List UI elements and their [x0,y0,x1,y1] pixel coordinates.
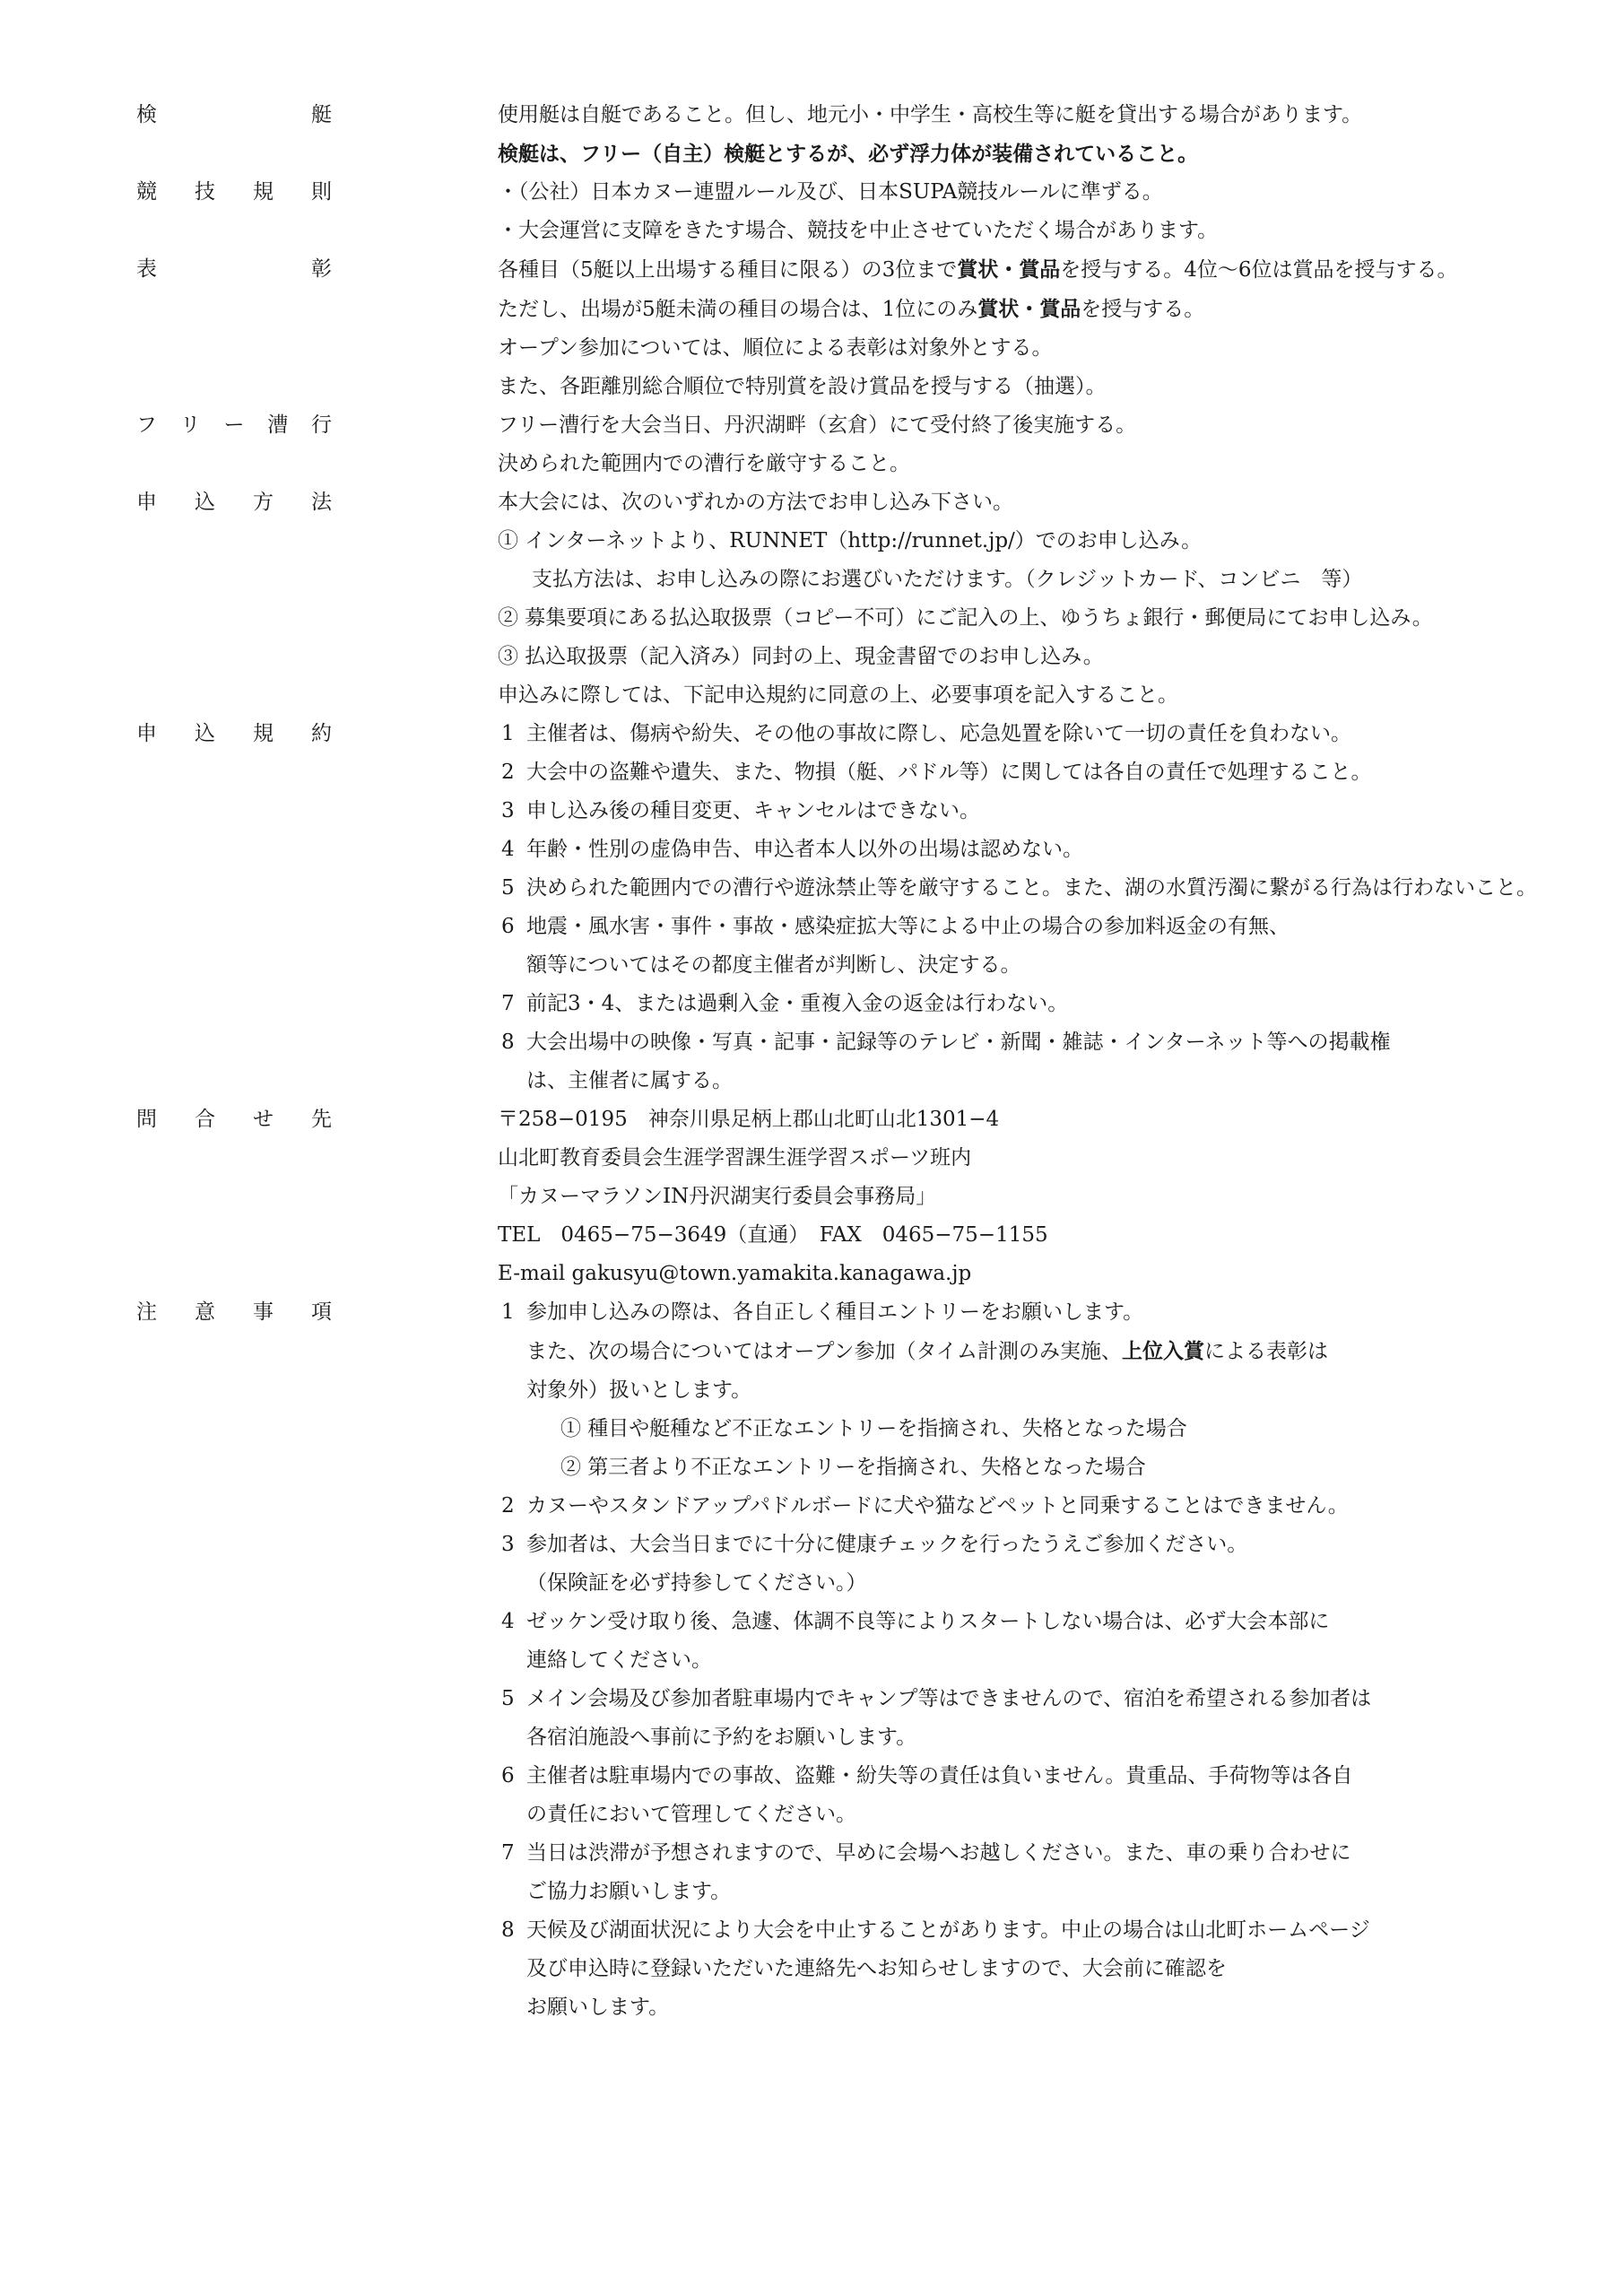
numbered-item [498,1487,1529,1526]
numbered-item [498,1680,1529,1757]
section-label-char: 検 [136,103,157,126]
item-number: 8 [501,1918,515,1942]
text-line: ③ 払込取扱票（記入済み）同封の上、現金書留でのお申し込み。 [498,645,1104,668]
numbered-item [498,985,1529,1023]
item-number: 6 [501,1764,515,1787]
item-number: 7 [501,992,515,1015]
item-text [526,1487,1529,1526]
text-line: 主催者は駐車場内での事故、盗難・紛失等の責任は負いません。貴重品、手荷物等は各自 [526,1764,1353,1787]
section-label-char: フ [136,413,157,437]
section-body [498,483,1529,715]
text-line: ご協力お願いします。 [526,1880,732,1903]
item-text [526,753,1529,792]
numbered-item [498,1526,1529,1603]
section-body [498,96,1529,173]
section-label-char: 合 [195,1108,215,1131]
text-span: 各種目（5艇以上出場する種目に限る）の3位まで [498,258,958,282]
text-line: また、各距離別総合順位で特別賞を設け賞品を授与する（抽選）。 [498,375,1107,398]
contact-line: 〒258−0195 神奈川県足柄上郡山北町山北1301−4 [498,1108,1000,1131]
numbered-item [498,1023,1529,1100]
item-text [526,1757,1529,1834]
section-label [136,250,332,289]
item-number: 5 [501,876,515,900]
numbered-item [498,1603,1529,1680]
item-text [526,1680,1529,1757]
item-number: 3 [501,799,515,822]
item-number: 2 [501,1494,515,1518]
section-label-char: 事 [253,1300,274,1324]
section-label-char: 問 [136,1108,157,1131]
text-line: 申し込み後の種目変更、キャンセルはできない。 [526,799,980,822]
text-line: 当日は渋滞が予想されますので、早めに会場へお越しください。また、車の乗り合わせに [526,1841,1351,1865]
section-label [136,173,332,212]
item-text [526,1911,1529,2027]
section-label-char: 表 [136,257,157,281]
item-number: 5 [501,1687,515,1710]
section-label [136,715,332,753]
section-label [136,96,332,135]
text-line: ・大会運営に支障をきたす場合、競技を中止させていただく場合があります。 [498,219,1219,242]
item-text [526,715,1529,753]
text-line: メイン会場及び参加者駐車場内でキャンプ等はできませんので、宿泊を希望される参加者は [526,1687,1372,1710]
text-line: 使用艇は自艇であること。但し、地元小・中学生・高校生等に艇を貸出する場合があります。 [498,103,1363,126]
section-label-char: 意 [195,1300,215,1324]
section-row [136,96,1535,173]
emphasis-text: 賞状・賞品 [957,257,1061,282]
text-line: 連絡してください。 [526,1648,712,1672]
section-label [136,483,332,522]
section-label-char: 法 [311,491,332,514]
contact-line: TEL 0465−75−3649（直通） FAX 0465−75−1155 [498,1223,1048,1247]
item-text [526,985,1529,1023]
section-label [136,1293,332,1332]
section-body [498,1293,1529,2027]
section-label-char: 項 [311,1300,332,1324]
item-number: 6 [501,915,515,938]
section-row-contact [136,1100,1535,1293]
numbered-item [498,831,1529,869]
section-label-char: 行 [311,413,332,437]
item-number: 4 [501,1610,515,1633]
section-label-char: 込 [195,722,215,745]
item-number: 3 [501,1533,515,1556]
numbered-item [498,908,1529,985]
section-label-char: 則 [311,180,332,204]
section-row-notes [136,1293,1535,2027]
text-line [498,290,1529,329]
section-label [136,1100,332,1139]
section-body [498,1100,1529,1293]
section-label-char: ー [223,413,245,437]
numbered-item [498,869,1537,908]
emphasis-text: 上位入賞 [1122,1339,1205,1363]
text-line: カヌーやスタンドアップパドルボードに犬や猫などペットと同乗することはできません。 [526,1494,1349,1518]
text-span: を授与する。4位〜6位は賞品を授与する。 [1060,258,1458,282]
text-span: ただし、出場が5艇未満の種目の場合は、1位にのみ [498,298,978,321]
section-label-char: 注 [136,1300,157,1324]
text-line [526,1332,1529,1371]
section-row [136,250,1535,406]
text-line [498,250,1529,290]
section-body [498,173,1529,250]
section-label-char: 規 [253,722,274,745]
text-line: オープン参加については、順位による表彰は対象外とする。 [498,336,1053,360]
text-line: 本大会には、次のいずれかの方法でお申し込み下さい。 [498,491,1013,514]
text-line: 主催者は、傷病や紛失、その他の事故に際し、応急処置を除いて一切の責任を負わない。 [526,722,1351,745]
text-line: 支払方法は、お申し込みの際にお選びいただけます。（クレジットカード、コンビニ 等） [532,568,1363,591]
item-number: 7 [501,1841,515,1865]
text-line: ② 第三者より不正なエントリーを指摘され、失格となった場合 [560,1456,1146,1479]
item-text [526,1834,1529,1911]
text-line: 及び申込時に登録いただいた連絡先へお知らせしますので、大会前に確認を [526,1957,1227,1980]
section-label-char: 込 [195,491,215,514]
item-text [526,1603,1529,1680]
text-line: 天候及び湖面状況により大会を中止することがあります。中止の場合は山北町ホームページ [526,1918,1370,1942]
item-number: 8 [501,1031,515,1054]
text-line: 年齢・性別の虚偽申告、申込者本人以外の出場は認めない。 [526,838,1083,861]
text-span: による表彰は [1204,1340,1329,1363]
text-line: 地震・風水害・事件・事故・感染症拡大等による中止の場合の参加料返金の有無、 [526,915,1290,938]
item-number: 2 [501,761,515,784]
text-line: お願いします。 [526,1996,670,2019]
section-row [136,173,1535,250]
section-row [136,406,1535,483]
numbered-item [498,792,1529,831]
numbered-item [498,753,1529,792]
section-label-char: 規 [253,180,274,204]
text-line: 参加者は、大会当日までに十分に健康チェックを行ったうえご参加ください。 [526,1533,1248,1556]
text-line: の責任において管理してください。 [526,1803,856,1826]
item-text [526,1293,1529,1487]
document-content [136,96,1535,2027]
section-label-char: 競 [136,180,157,204]
text-line: フリー漕行を大会当日、丹沢湖畔（玄倉）にて受付終了後実施する。 [498,413,1137,437]
contact-line: 「カヌーマラソンIN丹沢湖実行委員会事務局」 [498,1185,937,1208]
section-label-char: 先 [311,1108,332,1131]
text-line: 額等についてはその都度主催者が判断し、決定する。 [526,953,1021,977]
text-span: を授与する。 [1081,298,1205,321]
emphasis-text: 賞状・賞品 [977,297,1081,321]
section-label-char: 技 [195,180,215,204]
text-line: （保険証を必ず持参してください。） [526,1571,867,1595]
section-label-char: 彰 [311,257,332,281]
item-text [526,869,1537,908]
section-label-char: せ [253,1108,274,1131]
item-text [526,908,1529,985]
section-row-kiyaku [136,715,1535,1100]
text-line: 参加申し込みの際は、各自正しく種目エントリーをお願いします。 [526,1300,1144,1324]
section-label [136,406,332,445]
contact-line: E-mail gakusyu@town.yamakita.kanagawa.jp [498,1262,972,1285]
text-line: は、主催者に属する。 [526,1069,733,1092]
text-line: 前記3・4、または過剰入金・重複入金の返金は行わない。 [526,992,1069,1015]
section-label-char: 方 [253,491,274,514]
text-line: 決められた範囲内での漕行や遊泳禁止等を厳守すること。また、湖の水質汚濁に繋がる行為は行わないこと。 [526,876,1537,900]
numbered-item [498,1293,1529,1487]
section-label-char: 艇 [311,103,332,126]
text-line: ② 募集要項にある払込取扱票（コピー不可）にご記入の上、ゆうちょ銀行・郵便局にてお申し込み。 [498,606,1433,630]
numbered-item [498,715,1529,753]
text-line: 検艇は、フリー（自主）検艇とするが、必ず浮力体が装備されていること。 [498,142,1199,166]
section-body [498,250,1529,406]
contact-line: 山北町教育委員会生涯学習課生涯学習スポーツ班内 [498,1146,972,1170]
item-text [526,1526,1529,1603]
text-span: また、次の場合についてはオープン参加（タイム計測のみ実施、 [526,1340,1123,1363]
item-text [526,1023,1529,1100]
text-line: 申込みに際しては、下記申込規約に同意の上、必要事項を記入すること。 [498,683,1178,707]
text-line: 大会出場中の映像・写真・記事・記録等のテレビ・新聞・雑誌・インターネット等への掲載権 [526,1031,1391,1054]
section-body [498,715,1537,1100]
item-text [526,792,1529,831]
item-number: 4 [501,838,515,861]
text-line: 大会中の盗難や遺失、また、物損（艇、パドル等）に関しては各自の責任で処理すること。 [526,761,1372,784]
item-number: 1 [501,1300,515,1324]
text-line: 決められた範囲内での漕行を厳守すること。 [498,452,910,475]
section-row [136,483,1535,715]
text-line: ① インターネットより、RUNNET（http://runnet.jp/）でのお申し込み。 [498,529,1203,552]
text-line: 対象外）扱いとします。 [526,1378,752,1402]
text-line: ゼッケン受け取り後、急遽、体調不良等によりスタートしない場合は、必ず大会本部に [526,1610,1330,1633]
text-line: ・（公社）日本カヌー連盟ルール及び、日本SUPA競技ルールに準ずる。 [498,180,1163,204]
numbered-item [498,1911,1529,2027]
numbered-item [498,1834,1529,1911]
section-body [498,406,1529,483]
item-number: 1 [501,722,515,745]
section-label-char: 申 [136,722,157,745]
section-label-char: 漕 [267,413,289,437]
numbered-item [498,1757,1529,1834]
text-line: 各宿泊施設へ事前に予約をお願いします。 [526,1726,917,1749]
section-label-char: 申 [136,491,157,514]
text-line: ① 種目や艇種など不正なエントリーを指摘され、失格となった場合 [560,1417,1187,1440]
section-label-char: 約 [311,722,332,745]
section-label-char: リ [179,413,201,437]
item-text [526,831,1529,869]
